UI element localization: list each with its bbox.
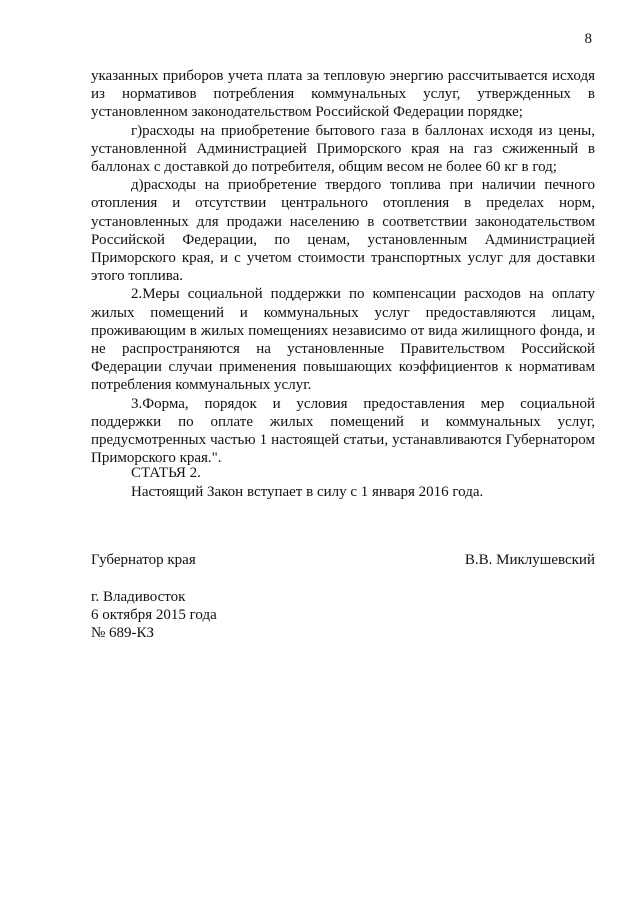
paragraph-continuation: указанных приборов учета плата за тепловую энергию рассчитывается исходя из нормативов потребления коммунальных услуг, утвержденных в установленном законодательством Российской Федерации порядке;: [91, 68, 595, 121]
paragraph-measures-3: 3.Форма, порядок и условия предоставления мер социальной поддержки по оплате жилых помещений и коммунальных услуг, предусмотренных частью 1 настоящей статьи, устанавливаются Губернатором Приморского края.".: [91, 395, 595, 467]
article-text: Настоящий Закон вступает в силу с 1 января 2016 года.: [131, 484, 484, 500]
signatory-name: В.В. Миклушевский: [464, 552, 595, 568]
paragraph-gas-expenses: г)расходы на приобретение бытового газа в баллонах исходя из цены, установленной Администрацией Приморского края на газ сжиженный в баллонах с доставкой до потребителя, общим весом не более 60 кг в год;: [91, 122, 595, 176]
footer-date: 6 октября 2015 года: [91, 607, 217, 623]
paragraph-measures-2: 2.Меры социальной поддержки по компенсации расходов на оплату жилых помещений и коммунальных услуг предоставляются лицам, проживающим в жилых помещениях независимо от вида жилищного фонда, и не распространяются на установленные Правительством Российской Федерации случаи применения повышающих коэффициентов к нормативам потребления коммунальных услуг.: [91, 286, 595, 394]
footer-law-number: № 689-КЗ: [91, 625, 155, 641]
article-heading: СТАТЬЯ 2.: [131, 465, 201, 481]
article-2: [131, 464, 483, 502]
page-number: 8: [584, 31, 592, 47]
document-footer: [91, 588, 217, 642]
signatory-role: Губернатор края: [91, 552, 196, 568]
footer-city: г. Владивосток: [91, 589, 186, 605]
document-body: [91, 67, 595, 467]
paragraph-solid-fuel: д)расходы на приобретение твердого топлива при наличии печного отопления и отсутствии центрального отопления в пределах норм, установленных для продажи населению в соответствии законодательством Российской Федерации, по ценам, установленным Администрацией Приморского края, и с учетом стоимости транспортных услуг для доставки этого топлива.: [91, 177, 595, 285]
